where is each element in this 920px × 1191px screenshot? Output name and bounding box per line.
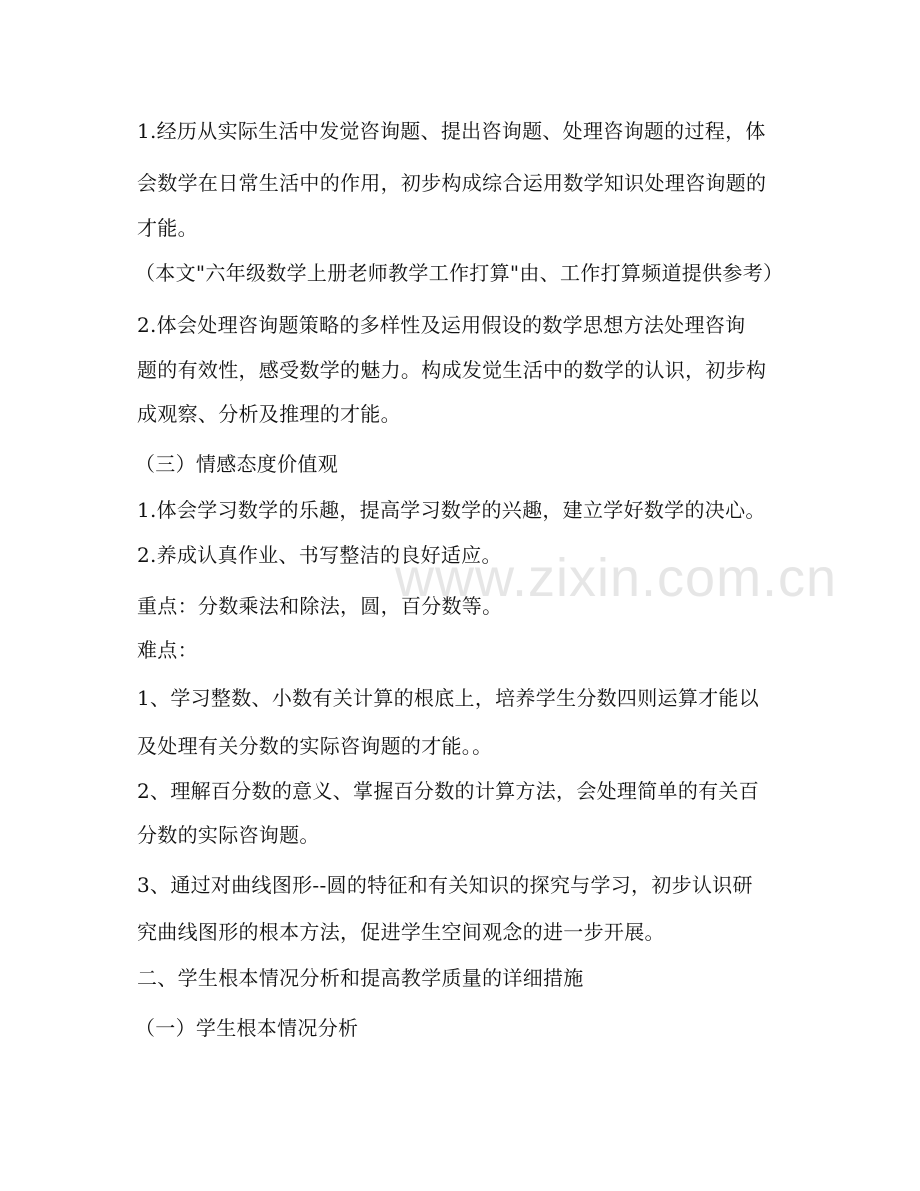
text-line: 2.体会处理咨询题策略的多样性及运用假设的数学思想方法处理咨询 xyxy=(137,313,746,337)
text-line: 会数学在日常生活中的作用，初步构成综合运用数学知识处理咨询题的 xyxy=(137,171,767,195)
text-line: 究曲线图形的根本方法，促进学生空间观念的进一步开展。 xyxy=(137,920,665,944)
text-line: 1、学习整数、小数有关计算的根底上，培养学生分数四则运算才能以 xyxy=(137,686,760,710)
text-line: 题的有效性，感受数学的魅力。构成发觉生活中的数学的认识，初步构 xyxy=(137,358,767,382)
text-line: 难点： xyxy=(137,638,198,662)
subsection-heading: （一）学生根本情况分析 xyxy=(135,1016,359,1040)
text-line: 2、理解百分数的意义、掌握百分数的计算方法，会处理简单的有关百 xyxy=(137,779,760,803)
watermark: www.zixin.com.cn xyxy=(395,548,838,608)
text-line: 2.养成认真作业、书写整洁的良好适应。 xyxy=(137,543,502,567)
text-line: 及处理有关分数的实际咨询题的才能。。 xyxy=(137,734,493,758)
text-line: （本文"六年级数学上册老师教学工作打算"由、工作打算频道提供参考） xyxy=(135,261,784,285)
text-line: 3、通过对曲线图形--圆的特征和有关知识的探究与学习，初步认识研 xyxy=(137,873,753,897)
text-line: 分数的实际咨询题。 xyxy=(137,823,320,847)
section-heading: 二、学生根本情况分析和提高教学质量的详细措施 xyxy=(137,966,584,990)
text-line: 1.经历从实际生活中发觉咨询题、提出咨询题、处理咨询题的过程，体 xyxy=(137,119,766,143)
text-line: 才能。 xyxy=(137,216,198,240)
text-line: 1.体会学习数学的乐趣，提高学习数学的兴趣，建立学好数学的决心。 xyxy=(137,498,766,522)
text-line: 成观察、分析及推理的才能。 xyxy=(137,402,401,426)
section-heading: （三）情感态度价值观 xyxy=(135,452,338,476)
text-line: 重点：分数乘法和除法，圆，百分数等。 xyxy=(137,594,503,618)
